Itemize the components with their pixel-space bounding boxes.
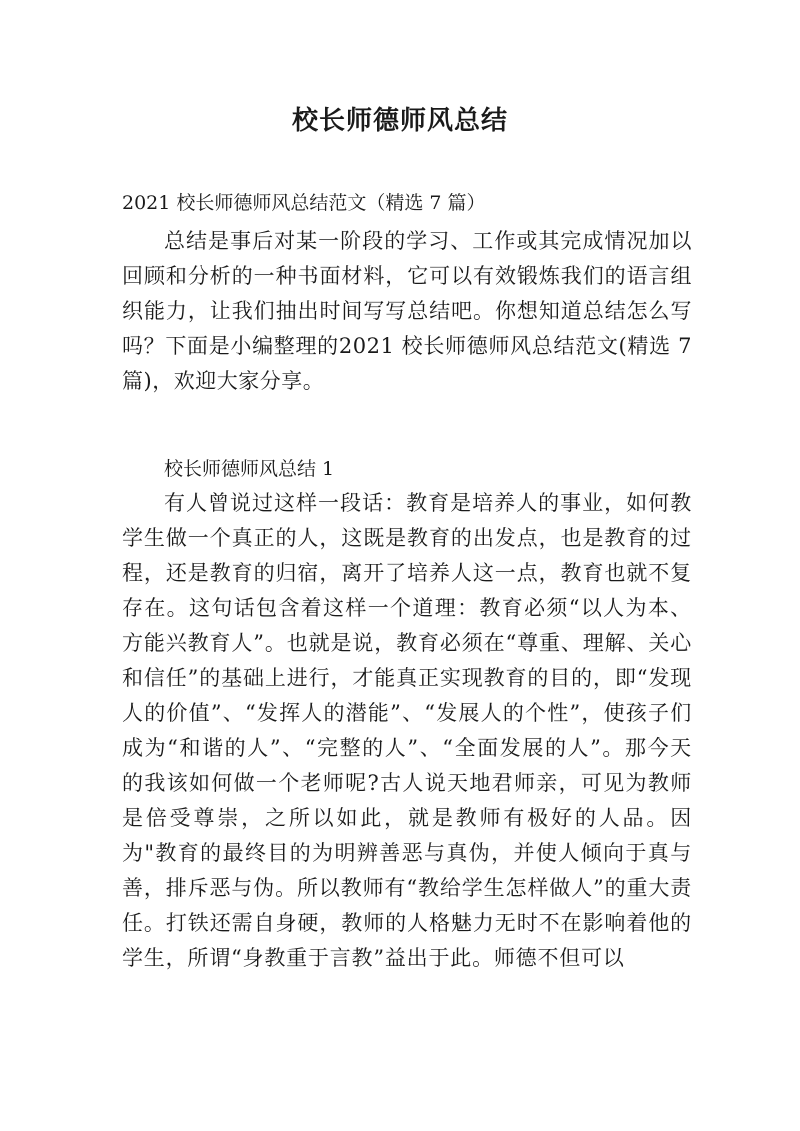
section-heading: 校长师德师风总结 1 <box>164 458 335 480</box>
document-subtitle: 2021 校长师德师风总结范文（精选 7 篇） <box>122 192 486 214</box>
document-title: 校长师德师风总结 <box>291 106 508 136</box>
section-body-paragraph: 有人曾说过这样一段话：教育是培养人的事业，如何教学生做一个真正的人，这既是教育的出发点，也是教育的过程，还是教育的归宿，离开了培养人这一点，教育也就不复存在。这句话包含着这样一个道理：教育必须“以人为本、方能兴教育人”。也就是说，教育必须在“尊重、理解、关心和信任”的基础上进行，才能真正实现教育的目的，即“发现人的价值”、“发挥人的潜能”、“发展人的个性”，使孩子们成为“和谐的人”、“完整的人”、“全面发展的人”。那今天的我该如何做一个老师呢?古人说天地君师亲，可见为教师是倍受尊崇，之所以如此，就是教师有极好的人品。因为"教育的最终目的为明辨善恶与真伪，并使人倾向于真与善，排斥恶与伪。所以教师有“教给学生怎样做人”的重大责任。打铁还需自身硬，教师的人格魅力无时不在影响着他的学生，所谓“身教重于言教”益出于此。师德不但可以 <box>122 491 692 970</box>
intro-paragraph: 总结是事后对某一阶段的学习、工作或其完成情况加以回顾和分析的一种书面材料，它可以有效锻炼我们的语言组织能力，让我们抽出时间写写总结吧。你想知道总结怎么写吗？下面是小编整理的2021 校长师德师风总结范文(精选 7 篇)，欢迎大家分享。 <box>122 229 692 393</box>
